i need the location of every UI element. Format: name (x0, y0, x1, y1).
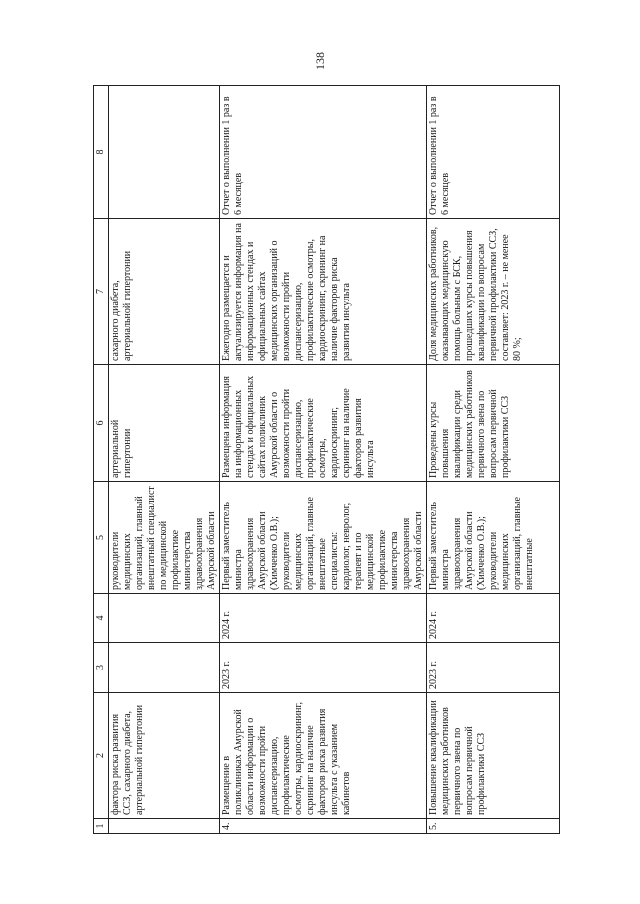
row-number-cell: 5. (427, 819, 560, 834)
column-number: 6 (94, 365, 109, 482)
row-number-cell (109, 819, 220, 834)
report-cell: Отчет о выполнении 1 раз в 6 месяцев (427, 86, 560, 219)
measure-cell: Повышение квалификации медицинских работников первичного звена по вопросам первичной профилактики ССЗ (427, 693, 560, 819)
rotated-table-frame (93, 86, 535, 834)
end-date-cell: 2024 г. (220, 594, 427, 643)
column-number: 7 (94, 219, 109, 365)
start-date-cell: 2023 г. (220, 643, 427, 693)
action-plan-table (93, 85, 560, 834)
landscape-page (93, 86, 535, 834)
responsible-cell: Первый заместитель министра здравоохранения Амурской области (Химченко О.В.); руководители медицинских организаций, главные внештатные (427, 482, 560, 594)
measure-cell: фактора риска развития ССЗ, сахарного диабета, артериальной гипертонии (109, 693, 220, 819)
indicator-cell: Ежегодно размещается и актуализируется информация на информационных стендах и официальных сайтах медицинских организаций о возможности пройти диспансеризацию, профилактические осмотры, кардиоскрининг, скрининг на наличие факторов риска развития инсульта (220, 219, 427, 365)
start-date-cell (109, 643, 220, 693)
end-date-cell: 2024 г. (427, 594, 560, 643)
result-cell: Размещена информация на информационных стендах и официальных сайтах поликлиник Амурской области о возможности пройти диспансеризацию, профилактические осмотры, кардиоскрининг, скрининг на наличие факторов развития инсульта (220, 365, 427, 482)
measure-cell: Размещение в поликлиниках Амурской области информации о возможности пройти диспансеризацию, профилактические осмотры, кардиоскрининг, скрининг на наличие факторов риска развития инсульта с указанием кабинетов (220, 693, 427, 819)
report-cell: Отчет о выполнении 1 раз в 6 месяцев (220, 86, 427, 219)
table-row (427, 86, 560, 834)
result-cell: Проведены курсы повышения квалификации среди медицинских работников первичного звена по вопросам первичной профилактики ССЗ (427, 365, 560, 482)
column-number: 1 (94, 819, 109, 834)
table-row (220, 86, 427, 834)
responsible-cell: Первый заместитель министра здравоохранения Амурской области (Химченко О.В.); руководители медицинских организаций, главные внештатные специалисты: кардиолог, невролог, терапевт и по медицинской профилактике министерства здравоохранения Амурской области (220, 482, 427, 594)
column-number: 4 (94, 594, 109, 643)
indicator-cell: Доля медицинских работников, оказывающих медицинскую помощь больным с БСК, прошедших курсы повышения квалификации по вопросам первичной профилактики ССЗ, составляет: 2023 г. – не менее 80 %; (427, 219, 560, 365)
indicator-cell: сахарного диабета, артериальной гипертонии (109, 219, 220, 365)
column-number-row (94, 86, 109, 834)
responsible-cell: руководители медицинских организаций, главный внештатный специалист по медицинской профилактике министерства здравоохранения Амурской области (109, 482, 220, 594)
page-number: 138 (313, 52, 327, 70)
start-date-cell: 2023 г. (427, 643, 560, 693)
column-number: 8 (94, 86, 109, 219)
result-cell: артериальной гипертонии (109, 365, 220, 482)
column-number: 5 (94, 482, 109, 594)
report-cell (109, 86, 220, 219)
table-row (109, 86, 220, 834)
column-number: 3 (94, 643, 109, 693)
row-number-cell: 4. (220, 819, 427, 834)
column-number: 2 (94, 693, 109, 819)
end-date-cell (109, 594, 220, 643)
